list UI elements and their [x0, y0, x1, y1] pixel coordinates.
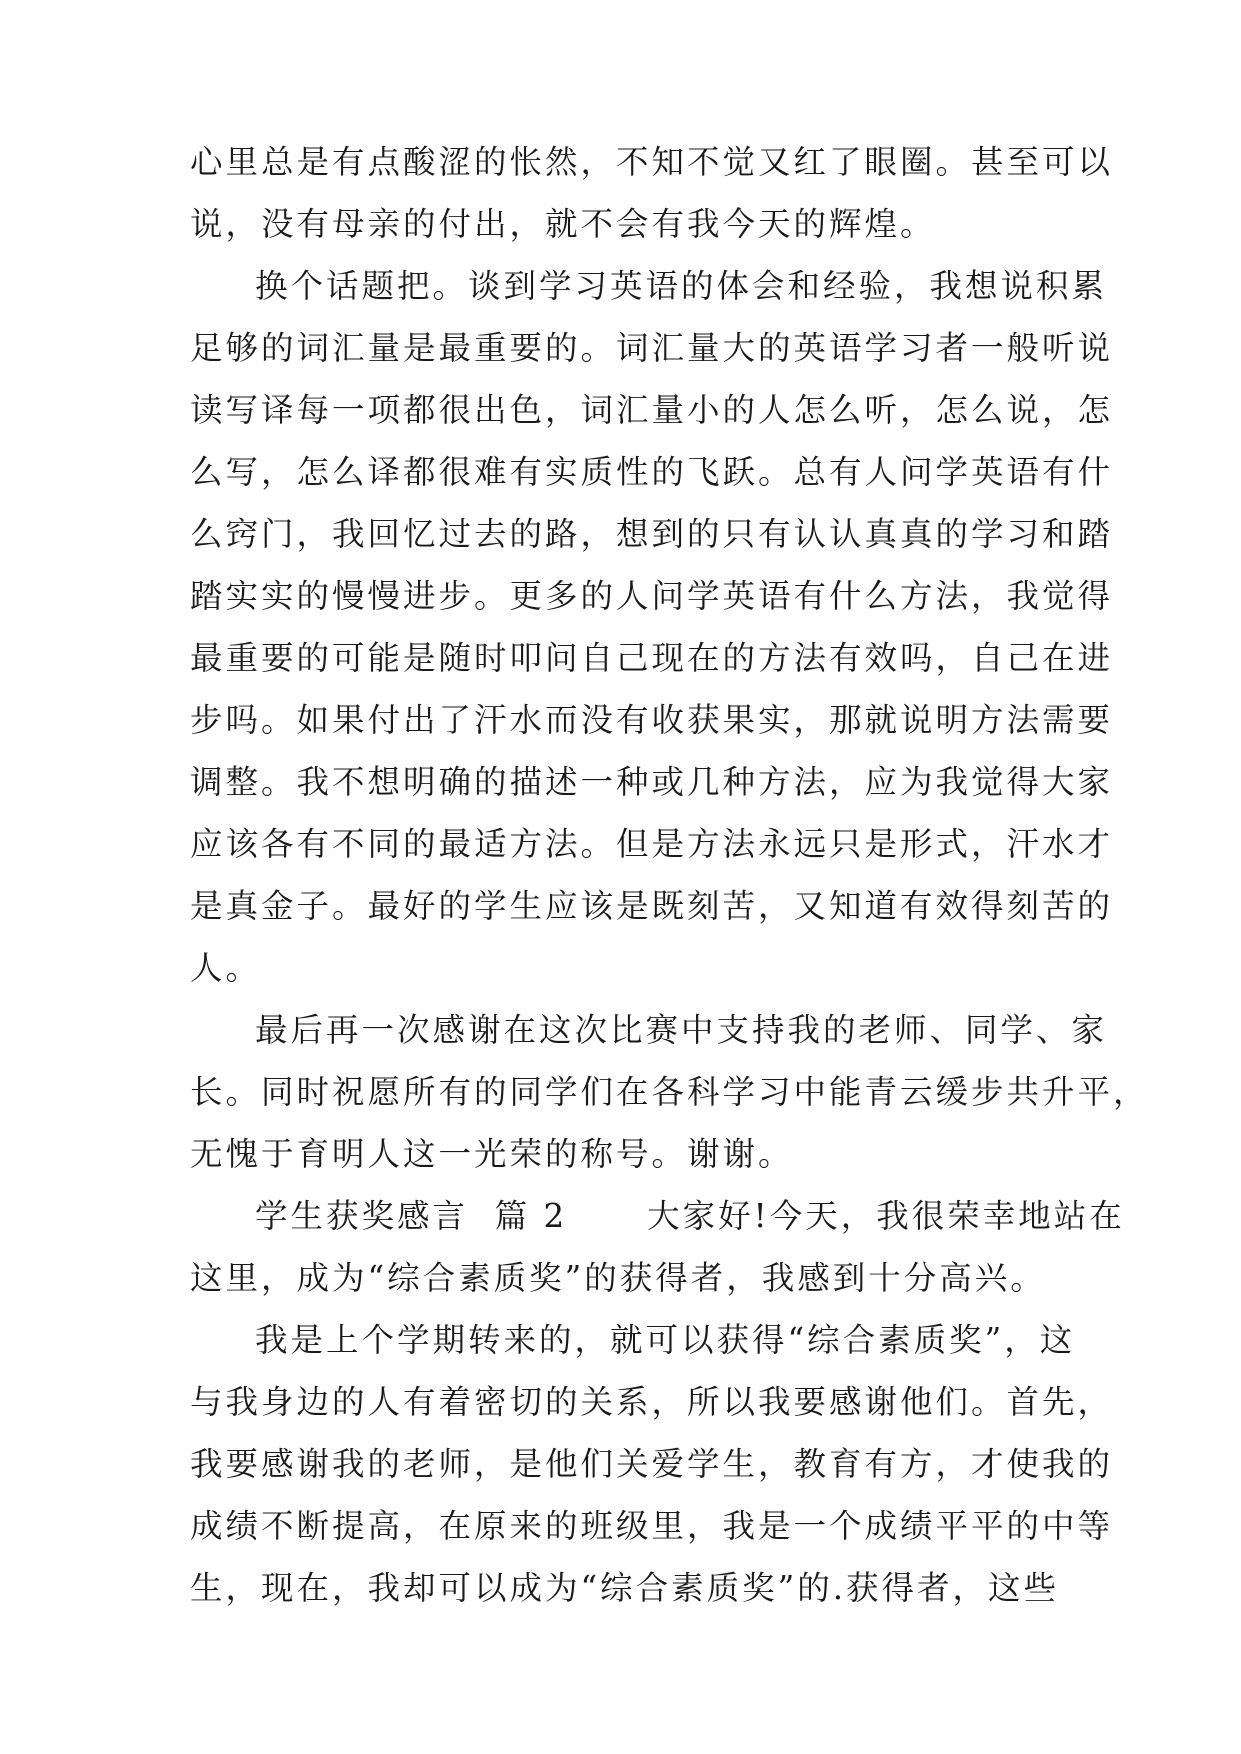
text-line: 成绩不断提高，在原来的班级里，我是一个成绩平平的中等: [190, 1507, 1114, 1545]
text-line: 无愧于育明人这一光荣的称号。谢谢。: [190, 1135, 794, 1173]
text-line: 这里，成为“综合素质奖”的获得者，我感到十分高兴。: [190, 1259, 1046, 1297]
text-line: 步吗。如果付出了汗水而没有收获果实，那就说明方法需要: [190, 701, 1114, 739]
text-line: 我要感谢我的老师，是他们关爱学生，教育有方，才使我的: [190, 1445, 1114, 1483]
text-line: 踏实实的慢慢进步。更多的人问学英语有什么方法，我觉得: [190, 577, 1114, 615]
paragraph-start-line: 换个话题把。谈到学习英语的体会和经验，我想说积累: [255, 267, 1108, 305]
text-line: 长。同时祝愿所有的同学们在各科学习中能青云缓步共升平，: [190, 1073, 1149, 1111]
text-line: 与我身边的人有着密切的关系，所以我要感谢他们。首先，: [190, 1383, 1114, 1421]
text-line: 足够的词汇量是最重要的。词汇量大的英语学习者一般听说: [190, 329, 1114, 367]
text-line: 是真金子。最好的学生应该是既刻苦，又知道有效得刻苦的: [190, 887, 1114, 925]
text-line: 调整。我不想明确的描述一种或几种方法，应为我觉得大家: [190, 763, 1114, 801]
text-line: 心里总是有点酸涩的怅然，不知不觉又红了眼圈。甚至可以: [190, 143, 1114, 181]
section-heading-line: 学生获奖感言 篇 2 大家好!今天，我很荣幸地站在: [255, 1197, 1125, 1235]
text-line: 么写，怎么译都很难有实质性的飞跃。总有人问学英语有什: [190, 453, 1114, 491]
text-line: 最重要的可能是随时叩问自己现在的方法有效吗，自己在进: [190, 639, 1114, 677]
text-line: 生，现在，我却可以成为“综合素质奖”的.获得者，这些: [190, 1569, 1060, 1607]
text-line: 么窍门，我回忆过去的路，想到的只有认认真真的学习和踏: [190, 515, 1114, 553]
text-line: 人。: [190, 949, 262, 987]
text-line: 说，没有母亲的付出，就不会有我今天的辉煌。: [190, 205, 936, 243]
paragraph-start-line: 最后再一次感谢在这次比赛中支持我的老师、同学、家: [255, 1011, 1108, 1049]
paragraph-start-line: 我是上个学期转来的，就可以获得“综合素质奖”，这: [255, 1321, 1076, 1359]
text-line: 应该各有不同的最适方法。但是方法永远只是形式，汗水才: [190, 825, 1114, 863]
text-line: 读写译每一项都很出色，词汇量小的人怎么听，怎么说，怎: [190, 391, 1114, 429]
